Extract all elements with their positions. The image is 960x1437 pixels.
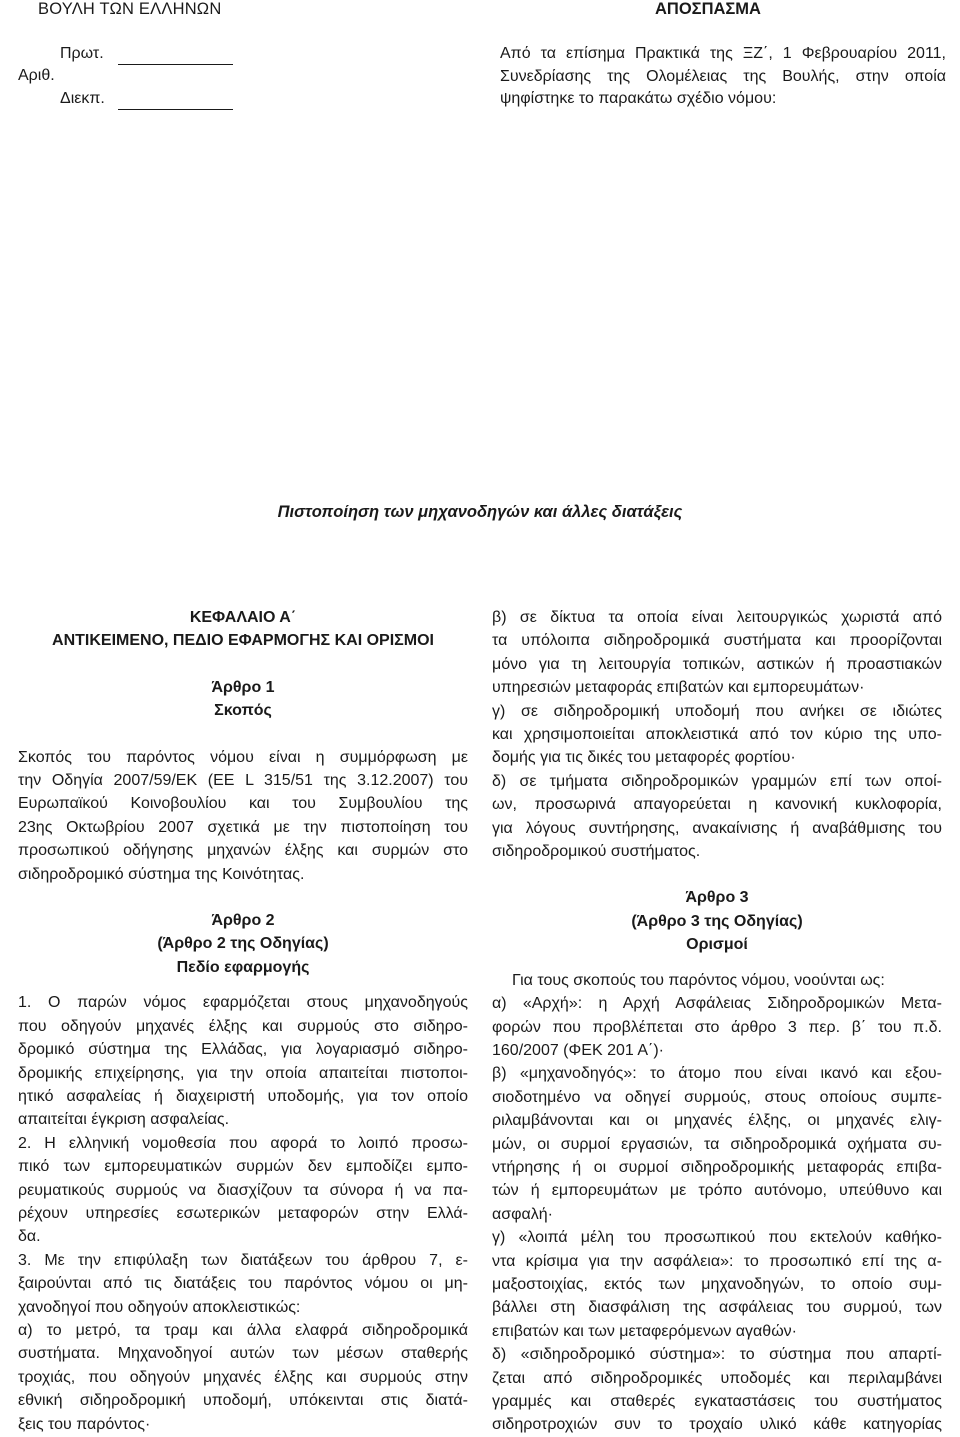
body-line: σιοδοτημένο να οδηγεί συρμούς, στους οποίους συμπε- [492,1088,942,1106]
body-line: σιδηροδρομικό σύστημα της Κοινότητας. [18,865,305,883]
body-line: β) σε δίκτυα τα οποία είναι λειτουργικώς χωριστά από [492,609,942,626]
body-line: Σκοπός του παρόντος νόμου είναι η συμμόρφωση με [18,748,468,766]
body-line: δρομικό σύστημα της Ελλάδας, για λογαριασμό σιδηρο- [18,1041,468,1059]
body-line: ρευματικούς συρμούς να διασχίζουν τα σύνορα ή να πα- [18,1181,468,1199]
body-line: επιβατών και των μεταφερόμενων αγαθών· [492,1322,798,1340]
body-line: β) «μηχανοδηγός»: το άτομο που είναι ικανό και εξου- [492,1065,942,1083]
body-line: γ) «λοιπά μέλη του προσωπικού που εκτελούν καθήκο- [492,1229,942,1247]
body-line: ντα κρίσιμα για την ασφάλεια»: το προσωπικό επί της α- [492,1252,942,1270]
left-column [18,606,468,1436]
body-line: ξαιρούνται από τις διατάξεις του παρόντος νόμου οι μη- [18,1275,468,1293]
body-line: χανοδηγοί που οδηγούν αποκλειστικώς: [18,1298,301,1316]
ref-prot-line [118,64,233,65]
article-3-ref: (Άρθρο 3 της Οδηγίας) [631,912,803,930]
body-line: γραμμές και σταθερές εγκαταστάσεις του συστήματος [492,1393,942,1410]
body-line: σιδηροτροχιών συν το τροχαίο υλικό κάθε κατηγορίας [492,1416,942,1434]
excerpt-line: Συνεδρίασης της Ολομέλειας της Βουλής, στην οποία [500,67,946,85]
body-line: δα. [18,1228,41,1246]
body-line: ρέχουν υπηρεσίες εσωτερικών μεταφορών στην Ελλά- [18,1204,468,1222]
body-line: μαξοστοιχίας, εκτός των μηχανοδηγών, το οποίο συμ- [492,1275,942,1293]
body-line: α) το μετρό, τα τραμ και άλλα ελαφρά σιδηροδρομικά [18,1321,468,1339]
body-line: δρομικής επιχείρησης, για την οποία απαιτείται πιστοποι- [18,1064,468,1082]
article-2-ref: (Άρθρο 2 της Οδηγίας) [157,935,329,953]
right-column [492,606,942,1437]
chapter-title: ΑΝΤΙΚΕΙΜΕΝΟ, ΠΕΔΙΟ ΕΦΑΡΜΟΓΗΣ ΚΑΙ ΟΡΙΣΜΟΙ [52,632,434,650]
body-line: γ) σε σιδηροδρομική υποδομή που ανήκει σε ιδιώτες [492,702,942,720]
body-line: βάλλει στη διασφάλιση της ασφάλειας του συρμού, των [492,1299,942,1317]
body-line: και χρησιμοποιείται αποκλειστικά από τον κύριο της υπο- [492,726,942,744]
ref-prot-label: Πρωτ. [60,45,104,62]
bill-title: Πιστοποίηση των μηχανοδηγών και άλλες διατάξεις [277,503,683,521]
body-line: υπηρεσιών μεταφοράς επιβατών και εμπορευμάτων· [492,679,865,697]
body-line: φορών που προβλέπεται στο άρθρο 3 περ. β΄ του π.δ. [492,1018,942,1036]
excerpt-line: ψηφίστηκε το παρακάτω σχέδιο νόμου: [500,90,777,107]
body-line: 1. Ο παρών νόμος εφαρμόζεται στους μηχανοδηγούς [18,994,468,1012]
body-line: ντήρησης ή οι συρμοί σιδηροδρομικής μεταφοράς επιβα- [492,1158,942,1176]
body-line: ασφαλή· [492,1205,553,1223]
article-2-heading: Άρθρο 2 [211,912,275,930]
article-3-title: Ορισμοί [686,936,748,954]
body-line: 2. Η ελληνική νομοθεσία που αφορά το λοιπό προσω- [18,1134,468,1152]
body-line: ριλαμβάνονται και οι μηχανές έλξης, οι μηχανές ελιγ- [492,1112,942,1130]
body-line: συστήματα. Μηχανοδηγοί αυτών των μέσων σταθερής [18,1345,468,1363]
article-2-title: Πεδίο εφαρμογής [176,958,310,976]
body-line: Ευρωπαϊκού Κοινοβουλίου και του Συμβουλίου της [18,795,468,813]
body-line: μών, οι συρμοί εργασιών, τα σιδηροδρομικά οχήματα συ- [492,1135,942,1153]
body-line: για λόγους συντήρησης, ανακαίνισης ή αναβάθμισης του [492,819,942,837]
body-line: ων, προσωρινά απαγορεύεται η κανονική κυκλοφορία, [492,796,942,814]
body-line: σιδηροδρομικού συστήματος. [492,843,701,861]
body-line: την Οδηγία 2007/59/ΕΚ (ΕΕ L 315/51 της 3.12.2007) του [18,772,468,790]
body-line: εθνική σιδηροδρομική υποδομή, υπόκεινται στις διατά- [18,1392,468,1410]
body-line: δ) «σιδηροδρομικό σύστημα»: το σύστημα που απαρτί- [492,1346,942,1364]
body-line: απαιτείται έγκριση ασφαλείας. [18,1111,230,1129]
ref-diekp-label: Διεκπ. [60,90,105,107]
body-line: 23ης Οκτωβρίου 2007 σχετικά με την πιστοποίηση του [18,818,468,836]
body-line: 160/2007 (ΦΕΚ 201 Α΄)· [492,1041,664,1059]
body-line: τών ή εμπορευμάτων με τρόπο αυτόνομο, υπεύθυνο και [492,1182,942,1200]
article-1-title: Σκοπός [214,702,272,720]
body-line: Για τους σκοπούς του παρόντος νόμου, νοούνται ως: [512,971,885,989]
article-3-heading: Άρθρο 3 [685,889,749,907]
ref-arith-label: Αριθ. [18,67,55,84]
body-line: μόνο για τη λειτουργία τοπικών, αστικών ή προαστιακών [492,655,942,673]
body-line: προσωπικού οδήγησης μηχανών έλξης και συρμών στο [18,842,468,860]
body-line: τροχιάς, που οδηγούν μηχανές έλξης και συρμούς στην [18,1368,468,1386]
article-1-heading: Άρθρο 1 [211,678,275,696]
body-line: δ) σε τμήματα σιδηροδρομικών γραμμών επί των οποί- [492,772,942,790]
body-line: α) «Αρχή»: η Αρχή Ασφάλειας Σιδηροδρομικών Μετα- [492,995,942,1013]
body-line: τα υπόλοιπα σιδηροδρομικά συστήματα και προορίζονται [492,632,942,650]
body-line: ητικό ασφαλείας ή διαχειριστή υποδομής, για τον οποίο [18,1087,468,1105]
body-line: δομής για τις δικές του μεταφορές φορτίου· [492,749,796,767]
chapter-heading: ΚΕΦΑΛΑΙΟ Α΄ [189,609,297,626]
institution-name: ΒΟΥΛΗ ΤΩΝ ΕΛΛΗΝΩΝ [38,0,222,18]
ref-diekp-line [118,109,233,110]
excerpt-line: Από τα επίσημα Πρακτικά της ΞΖ΄, 1 Φεβρουαρίου 2011, [500,45,946,62]
body-line: πικό των εμπορευματικών συρμών δεν εμποδίζει εμπο- [18,1158,468,1176]
excerpt-text [500,43,946,111]
body-line: που οδηγούν μηχανές έλξης και συρμούς στο σιδηρο- [18,1017,468,1035]
body-line: ζεται από σιδηροδρομικές υποδομές και περιλαμβάνει [492,1369,942,1387]
body-line: 3. Με την επιφύλαξη των διατάξεων του άρθρου 7, ε- [18,1251,468,1269]
document-label: ΑΠΟΣΠΑΣΜΑ [655,0,761,18]
body-line: ξεις του παρόντος· [18,1415,151,1433]
